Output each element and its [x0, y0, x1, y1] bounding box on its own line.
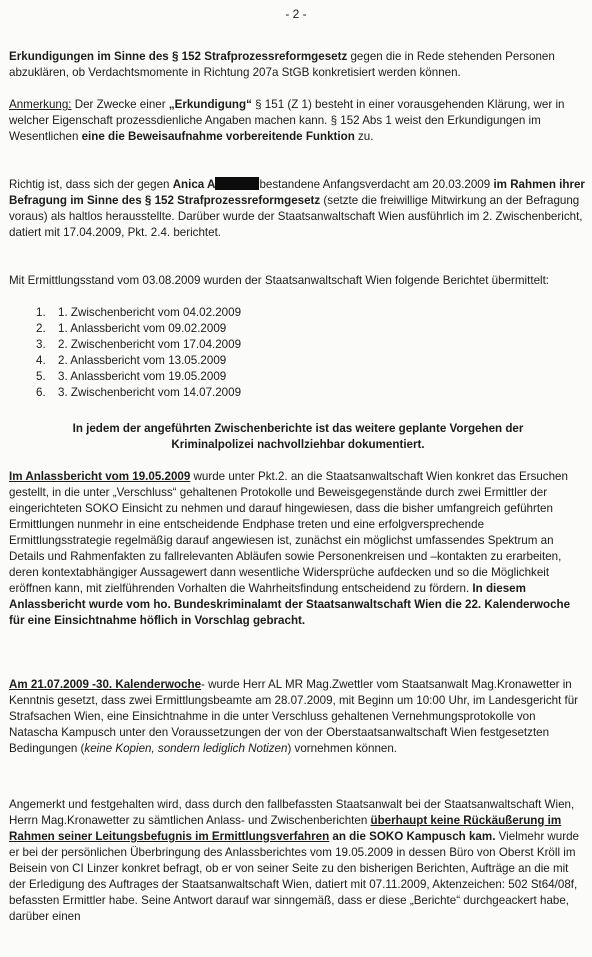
report-list — [36, 305, 576, 401]
bold-text: In diesem Anlassbericht wurde vom ho. Bundeskriminalamt der Staatsanwaltschaft Wien die 22. Kalenderwoche für eine Einsichtnahme höflich in Vorschlag gebracht. — [9, 582, 571, 627]
bold-text: Anica A — [172, 178, 216, 191]
list-item: 1. 1. Zwischenbericht vom 04.02.2009 — [36, 306, 242, 319]
text: gegen die in Rede stehenden Personen abzuklären, ob Verdachtsmomente in Richtung 207a StGB konkretisiert werden können. — [9, 50, 555, 79]
list-item: 2. 1. Anlassbericht vom 09.02.2009 — [36, 322, 227, 335]
paragraph-erkundigungen — [9, 49, 585, 81]
text: Angemerkt und festgehalten wird, dass durch den fallbefassten Staatsanwalt bei der Staatsanwaltschaft Wien, Herrn Mag.Kronawetter zu sämtlichen Anlass- und Zwischenberichten — [9, 798, 575, 827]
bold-text: eine die Beweisaufnahme vorbereitende Funktion — [81, 130, 355, 143]
bold-underlined-text: überhaupt keine Rückäußerung im Rahmen seiner Leitungsbefugnis im Ermittlungsverfahren — [9, 814, 562, 843]
note-label: Anmerkung: — [9, 98, 72, 111]
paragraph-kalenderwoche — [9, 677, 585, 757]
list-item: 4. 2. Anlassbericht vom 13.05.2009 — [36, 354, 227, 367]
paragraph-anlassbericht — [9, 469, 585, 629]
centered-bold-statement: In jedem der angeführten Zwischenberichte ist das weitere geplante Vorgehen der Kriminalpolizei nachvollziehbar dokumentiert. — [72, 422, 524, 451]
redaction-bar — [215, 177, 259, 190]
bold-text: an die SOKO Kampusch kam. — [329, 830, 496, 843]
text: Richtig ist, dass sich der gegen — [9, 178, 173, 191]
list-item: 5. 3. Anlassbericht vom 19.05.2009 — [36, 370, 227, 383]
text: bestandene Anfangsverdacht am 20.03.2009 — [259, 178, 494, 191]
text: Der Zwecke einer — [71, 98, 169, 111]
paragraph-anmerkung — [9, 97, 585, 145]
text: (setzte die freiwillige Mitwirkung an der Befragung voraus) als haltlos herausstellte. Darüber wurde der Staatsanwaltschaft Wien ausführlich im 2. Zwischenbericht, datiert mit 17.04.2009, Pkt. 2.4. berichtet. — [9, 194, 583, 239]
text: Vielmehr wurde er bei der persönlichen Überbringung des Anlassberichtes vom 19.05.2009 in dessen Büro von Oberst Kröll im Beisein von CI Linzer konkret befragt, ob er von seiner Seite zu den bisherigen Berichten, Aufträge an die mit der Erledigung des Auftrages der Staatsanwaltschaft Wien, datiert mit 07.11.2009, Aktenzeichen: 502 St64/08f, befassten Ermittler habe. Seine Antwort darauf war sinngemäß, dass er diese „Berichte“ durchgeackert habe, darüber einen — [9, 830, 579, 923]
underlined-heading: Im Anlassbericht vom 19.05.2009 — [9, 470, 191, 483]
paragraph-richtig-ist — [9, 177, 585, 241]
underlined-heading: Am 21.07.2009 -30. Kalenderwoche — [9, 678, 202, 691]
text: zu. — [354, 130, 374, 143]
paragraph-ermittlungsstand: Mit Ermittlungsstand vom 03.08.2009 wurden der Staatsanwaltschaft Wien folgende Berichtet übermittelt: — [9, 274, 550, 287]
text: wurde unter Pkt.2. an die Staatsanwaltschaft Wien konkret das Ersuchen gestellt, in die unter „Verschluss“ gehaltenen Protokolle und Beweisgegenstände durch zwei Ermittler der eingerichteten SOKO Einsicht zu nehmen und darauf hingewiesen, dass die bisher umfangreich geführten Ermittlungen nunmehr in eine entscheidende Endphase treten und eine erfolgversprechende Ermittlungsstrategie regelmäßig darauf angewiesen ist, zunächst ein möglichst umfassendes Spektrum an Details und Rahmenfakten zu fallrelevanten Abläufen sowie Personenkreisen und –kontakten zu erarbeiten, deren kontextabhängiger Aussagewert dann wesentliche Widersprüche aufdecken und so die Möglichkeit eröffnen kann, mit zielführenden Vorhalten die Wahrheitsfindung entscheidend zu fördern. — [9, 470, 568, 595]
bold-text: Erkundigungen im Sinne des § 152 Strafprozessreformgesetz — [9, 50, 348, 63]
bold-text: im Rahmen ihrer Befragung im Sinne des § 152 Strafprozessreformgesetz — [9, 178, 585, 207]
list-item: 3. 2. Zwischenbericht vom 17.04.2009 — [36, 338, 242, 351]
text: ) vornehmen können. — [287, 742, 398, 755]
italic-text: keine Kopien, sondern lediglich Notizen — [84, 742, 288, 755]
text: § 151 (Z 1) besteht in einer vorausgehenden Klärung, wer in welcher Eigenschaft prozessdienliche Angaben machen kann. § 152 Abs 1 weist den Erkundigungen im Wesentlichen — [9, 98, 565, 143]
paragraph-angemerkt — [9, 797, 585, 925]
page-number: - 2 - — [285, 7, 307, 21]
list-item: 6. 3. Zwischenbericht vom 14.07.2009 — [36, 386, 242, 399]
text: - wurde Herr AL MR Mag.Zwettler vom Staatsanwalt Mag.Kronawetter in Kenntnis gesetzt, dass zwei Ermittlungsbeamte am 28.07.2009, mit Beginn um 10:00 Uhr, im Landesgericht für Strafsachen Wien, eine Einsichtnahme in die unter Verschluss gehaltenen Vernehmungsprotokolle von Natascha Kampusch unter den Voraussetzungen der von der Oberstaatsanwaltschaft Wien festgesetzten Bedingungen ( — [9, 678, 579, 755]
bold-text: „Erkundigung“ — [168, 98, 252, 111]
